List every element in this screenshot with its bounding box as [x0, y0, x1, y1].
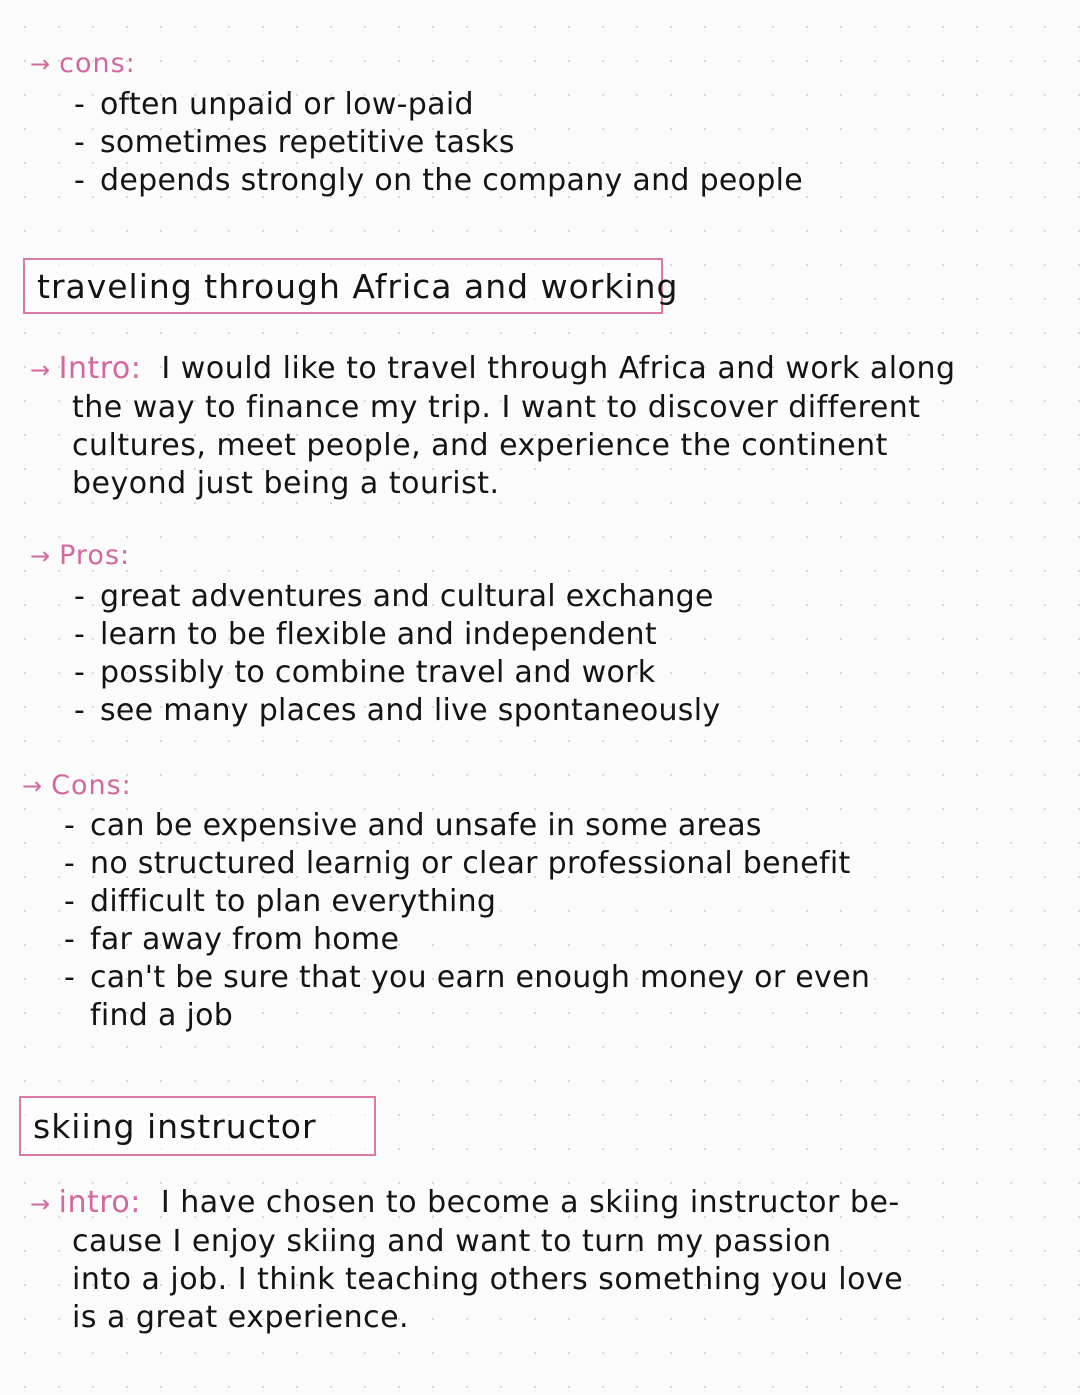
- list-item: - can be expensive and unsafe in some areas: [64, 808, 762, 843]
- section-title-skiing: skiing instructor: [19, 1096, 376, 1156]
- list-item: - often unpaid or low-paid: [74, 87, 474, 122]
- arrow-right-icon: →: [30, 1190, 51, 1218]
- arrow-right-icon: →: [22, 772, 44, 800]
- arrow-right-icon: →: [30, 50, 52, 78]
- section-title-africa: traveling through Africa and working: [23, 258, 663, 314]
- intro-first-line: → Intro: I would like to travel through Africa and work along: [30, 351, 956, 386]
- intro-line: cultures, meet people, and experience the continent: [72, 428, 888, 463]
- list-item: - depends strongly on the company and people: [74, 163, 804, 198]
- arrow-right-icon: →: [30, 356, 51, 384]
- intro-heading: → intro:: [30, 1185, 141, 1220]
- list-item: - far away from home: [64, 922, 400, 957]
- cons-heading-2: → Cons:: [22, 770, 132, 801]
- intro-africa: [30, 350, 1070, 503]
- list-item: - learn to be flexible and independent: [74, 617, 657, 652]
- list-item: - possibly to combine travel and work: [74, 655, 656, 690]
- cons-heading-1: → cons:: [30, 48, 136, 79]
- intro-heading: → Intro:: [30, 351, 142, 386]
- pros-list: [74, 578, 720, 730]
- cons-list-2: [64, 807, 870, 1035]
- arrow-right-icon: →: [30, 542, 52, 570]
- list-item: - sometimes repetitive tasks: [74, 125, 515, 160]
- list-item: - no structured learnig or clear professional benefit: [64, 846, 851, 881]
- list-item: - can't be sure that you earn enough money or even: [64, 960, 871, 995]
- intro-line: is a great experience.: [72, 1300, 410, 1335]
- intro-skiing: [30, 1184, 1075, 1337]
- intro-line: into a job. I think teaching others something you love: [72, 1262, 904, 1297]
- pros-heading: → Pros:: [30, 540, 131, 571]
- list-item: - difficult to plan everything: [64, 884, 497, 919]
- intro-line: the way to finance my trip. I want to discover different: [72, 390, 921, 425]
- list-item-continuation: find a job: [90, 998, 234, 1033]
- intro-first-line: → intro: I have chosen to become a skiing instructor be-: [30, 1185, 900, 1220]
- list-item: - see many places and live spontaneously: [74, 693, 721, 728]
- cons-list-1: [74, 86, 803, 200]
- intro-line: beyond just being a tourist.: [72, 466, 500, 501]
- list-item: - great adventures and cultural exchange: [74, 579, 714, 614]
- intro-line: cause I enjoy skiing and want to turn my passion: [72, 1224, 832, 1259]
